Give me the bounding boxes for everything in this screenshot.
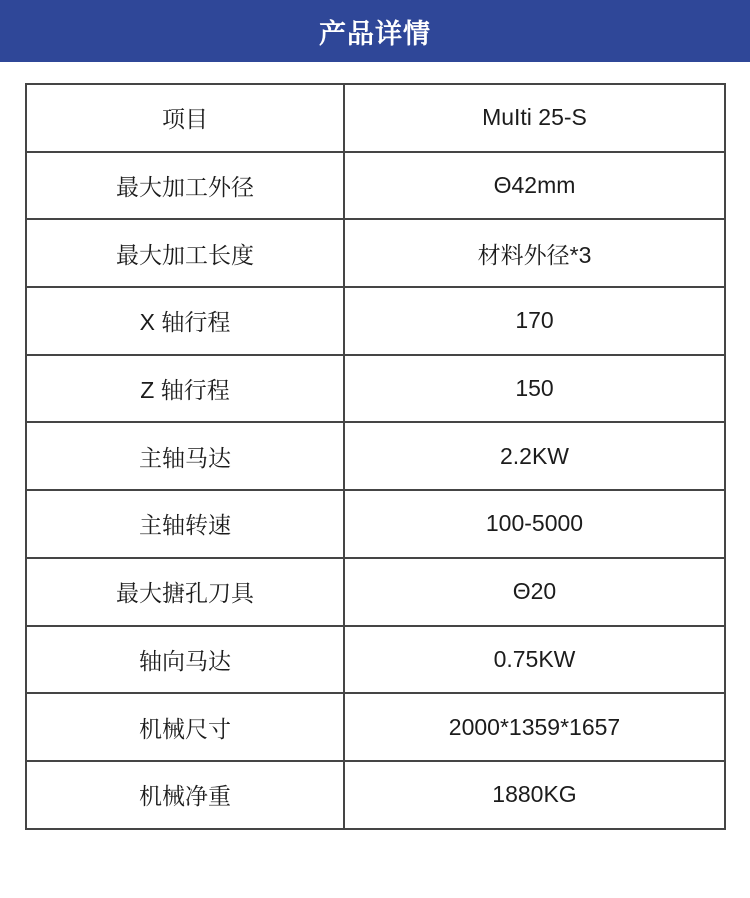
row-label-cell: 最大加工外径 <box>26 152 344 220</box>
row-value-cell: MuIti 25-S <box>344 84 725 152</box>
table-row <box>26 219 725 287</box>
row-value-cell: 材料外径*3 <box>344 219 725 287</box>
table-row <box>26 355 725 423</box>
row-value-cell: 0.75KW <box>344 626 725 694</box>
table-row <box>26 287 725 355</box>
row-value-cell: 1880KG <box>344 761 725 829</box>
row-label-cell: 主轴马达 <box>26 422 344 490</box>
row-label-cell: X 轴行程 <box>26 287 344 355</box>
row-value-cell: Θ20 <box>344 558 725 626</box>
row-value-cell: 100-5000 <box>344 490 725 558</box>
spec-table-container <box>25 83 724 830</box>
row-label-cell: 机械尺寸 <box>26 693 344 761</box>
row-label-cell: 机械净重 <box>26 761 344 829</box>
row-label-cell: 主轴转速 <box>26 490 344 558</box>
table-row <box>26 626 725 694</box>
table-row-header <box>26 84 725 152</box>
table-row <box>26 490 725 558</box>
table-row <box>26 693 725 761</box>
table-row <box>26 422 725 490</box>
row-value-cell: 170 <box>344 287 725 355</box>
page-header-banner <box>0 0 750 62</box>
table-row <box>26 761 725 829</box>
row-value-cell: Θ42mm <box>344 152 725 220</box>
row-label-cell: Z 轴行程 <box>26 355 344 423</box>
spec-table <box>25 83 726 830</box>
table-row <box>26 152 725 220</box>
row-value-cell: 150 <box>344 355 725 423</box>
row-label-cell: 最大搪孔刀具 <box>26 558 344 626</box>
row-label-cell: 最大加工长度 <box>26 219 344 287</box>
row-label-cell: 项目 <box>26 84 344 152</box>
row-value-cell: 2.2KW <box>344 422 725 490</box>
page-title: 产品详情 <box>319 18 431 49</box>
table-row <box>26 558 725 626</box>
row-value-cell: 2000*1359*1657 <box>344 693 725 761</box>
row-label-cell: 轴向马达 <box>26 626 344 694</box>
